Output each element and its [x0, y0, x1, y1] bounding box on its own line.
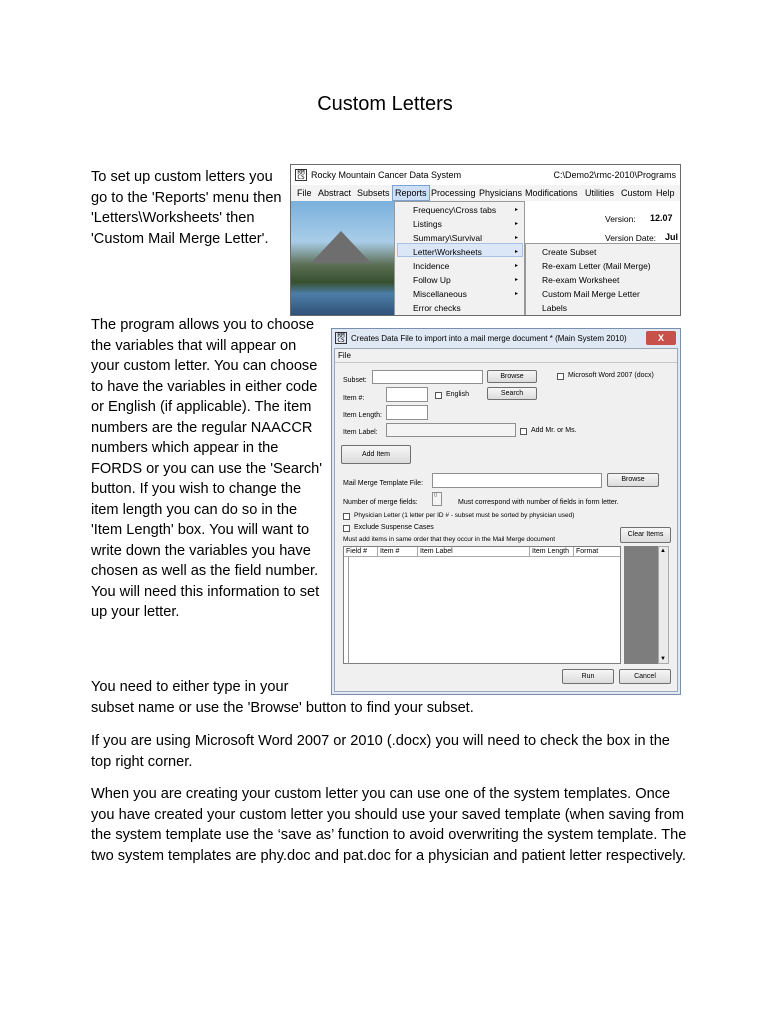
version-date-value: Jul — [665, 232, 679, 242]
english-label: English — [446, 391, 469, 398]
menubar — [291, 185, 680, 201]
intro-paragraph: To set up custom letters you go to the 'Reports' menu then 'Letters\Worksheets' then 'Custom Mail Merge Letter'. — [91, 169, 282, 247]
menu-subsets[interactable]: Subsets — [357, 188, 390, 198]
add-item-button[interactable]: Add Item — [341, 445, 411, 464]
menu-file[interactable]: File — [297, 188, 312, 198]
version-value: 12.07 — [650, 213, 673, 223]
app-logo-icon: RM CS — [295, 169, 307, 181]
menu-screenshot — [290, 164, 681, 316]
menu-item-listings[interactable]: Listings — [413, 219, 442, 229]
grid-header — [344, 547, 620, 557]
submenu-arrow-icon: ▸ — [514, 291, 518, 297]
variables-paragraph: The program allows you to choose the variables that will appear on your custom letter. You can choose to have the variables in either code or English (if applicable). The item numbers are the regular NAACCR numbers which appear in the FORDS or you can use the 'Search' button. If you wish to change the item length you can do so in the 'Item Length' box. You will want to write down the variables you have chosen as well as the field number. You will need this information to set up your letter. — [91, 317, 323, 620]
submenu-create-subset[interactable]: Create Subset — [542, 247, 597, 257]
menu-item-follow-up[interactable]: Follow Up — [413, 275, 451, 285]
submenu-arrow-icon: ▸ — [514, 207, 518, 213]
dialog-logo-icon: RM CS — [335, 332, 347, 344]
template-label: Mail Merge Template File: — [343, 480, 424, 487]
templates-paragraph: When you are creating your custom letter you can use one of the system templates. Once you have created your custom letter you should use your saved template (when saving from the system template use the ‘save as’ function to avoid overwriting the system template. The two system templates are phy.doc and pat.doc for a physician and patient letter respectively. — [91, 786, 687, 864]
item-number-input[interactable] — [386, 387, 428, 402]
item-label-label: Item Label: — [343, 429, 378, 436]
subset-input[interactable] — [372, 370, 483, 384]
menu-processing[interactable]: Processing — [431, 188, 476, 198]
submenu-reexam-worksheet[interactable]: Re-exam Worksheet — [542, 275, 620, 285]
add-mr-label: Add Mr. or Ms. — [531, 427, 577, 434]
version-date-label: Version Date: — [605, 233, 657, 243]
item-label-input[interactable] — [386, 423, 516, 437]
merge-fields-value: 0 — [432, 492, 442, 506]
dialog-title: Creates Data File to import into a mail merge document * (Main System 2010) — [351, 334, 627, 343]
grid-col-item[interactable]: Item # — [378, 547, 418, 557]
scroll-up-icon[interactable]: ▲ — [660, 548, 666, 554]
menu-item-frequency[interactable]: Frequency\Cross tabs — [413, 205, 497, 215]
menu-abstract[interactable]: Abstract — [318, 188, 352, 198]
menu-item-summary[interactable]: Summary\Survival — [413, 233, 482, 243]
word2007-checkbox[interactable] — [557, 373, 564, 380]
cancel-button[interactable]: Cancel — [619, 669, 671, 684]
dialog-menu-file[interactable]: File — [338, 351, 351, 360]
close-icon[interactable]: X — [646, 331, 676, 345]
subset-label: Subset: — [343, 377, 367, 384]
menu-physicians[interactable]: Physicians — [479, 188, 523, 198]
submenu-arrow-icon: ▸ — [514, 277, 518, 283]
subset-browse-button[interactable]: Browse — [487, 370, 537, 383]
page-title: Custom Letters — [317, 93, 453, 115]
english-checkbox[interactable] — [435, 392, 442, 399]
run-button[interactable]: Run — [562, 669, 614, 684]
word-version-paragraph: If you are using Microsoft Word 2007 or 2010 (.docx) you will need to check the box in the top right corner. — [91, 733, 670, 770]
submenu-reexam-letter[interactable]: Re-exam Letter (Mail Merge) — [542, 261, 651, 271]
search-button[interactable]: Search — [487, 387, 537, 400]
scroll-down-icon[interactable]: ▼ — [660, 656, 666, 662]
submenu-arrow-icon: ▸ — [514, 263, 518, 269]
reports-dropdown — [394, 201, 525, 316]
exclude-suspense-label: Exclude Suspense Cases — [354, 524, 434, 531]
exclude-suspense-checkbox[interactable] — [343, 525, 350, 532]
word2007-label: Microsoft Word 2007 (docx) — [568, 372, 654, 379]
merge-fields-label: Number of merge fields: — [343, 499, 418, 506]
grid-col-label[interactable]: Item Label — [418, 547, 530, 557]
grid-scrollbar[interactable] — [658, 546, 669, 664]
dialog-title-bar — [332, 329, 680, 348]
app-path: C:\Demo2\rmc-2010\Programs — [553, 170, 676, 180]
clear-items-button[interactable]: Clear Items — [620, 527, 671, 543]
grid-row-selector — [344, 557, 349, 664]
submenu-arrow-icon: ▸ — [514, 235, 518, 241]
item-length-label: Item Length: — [343, 412, 382, 419]
app-title: Rocky Mountain Cancer Data System — [311, 170, 462, 180]
grid-col-field[interactable]: Field # — [344, 547, 378, 557]
physician-letter-checkbox[interactable] — [343, 513, 350, 520]
order-note: Must add items in same order that they occur in the Mail Merge document — [343, 536, 556, 543]
menu-reports[interactable]: Reports — [392, 185, 430, 201]
grid-empty-area — [624, 546, 658, 664]
grid-col-length[interactable]: Item Length — [530, 547, 574, 557]
letters-submenu — [525, 243, 681, 316]
item-length-input[interactable] — [386, 405, 428, 420]
submenu-arrow-icon: ▸ — [514, 249, 518, 255]
grid-col-format[interactable]: Format — [576, 548, 599, 555]
physician-letter-label: Physician Letter (1 letter per ID # - subset must be sorted by physician used) — [354, 512, 575, 519]
menu-item-letters[interactable]: Letter\Worksheets — [413, 247, 482, 257]
version-label: Version: — [605, 214, 636, 224]
menu-item-miscellaneous[interactable]: Miscellaneous — [413, 289, 467, 299]
submenu-custom-mail-merge[interactable]: Custom Mail Merge Letter — [542, 289, 640, 299]
menu-utilities[interactable]: Utilities — [585, 188, 615, 198]
item-number-label: Item #: — [343, 395, 365, 402]
menu-help[interactable]: Help — [656, 188, 675, 198]
menu-modifications[interactable]: Modifications — [525, 188, 578, 198]
add-mr-checkbox[interactable] — [520, 428, 527, 435]
menu-divider — [335, 362, 677, 363]
menu-custom[interactable]: Custom — [621, 188, 653, 198]
submenu-labels[interactable]: Labels — [542, 303, 568, 313]
menu-item-incidence[interactable]: Incidence — [413, 261, 450, 271]
menu-item-error-checks[interactable]: Error checks — [413, 303, 461, 313]
template-input[interactable] — [432, 473, 602, 488]
subset-paragraph-line1: You need to either type in your — [91, 679, 289, 695]
dialog-body — [334, 348, 678, 692]
dialog-screenshot — [331, 328, 681, 695]
submenu-arrow-icon: ▸ — [514, 221, 518, 227]
template-browse-button[interactable]: Browse — [607, 473, 659, 487]
app-title-bar — [291, 165, 680, 185]
mountain-photo — [291, 201, 394, 316]
merge-fields-note: Must correspond with number of fields in form letter. — [458, 499, 619, 506]
items-grid[interactable] — [343, 546, 621, 664]
subset-paragraph-line2: subset name or use the 'Browse' button to find your subset. — [91, 700, 474, 716]
